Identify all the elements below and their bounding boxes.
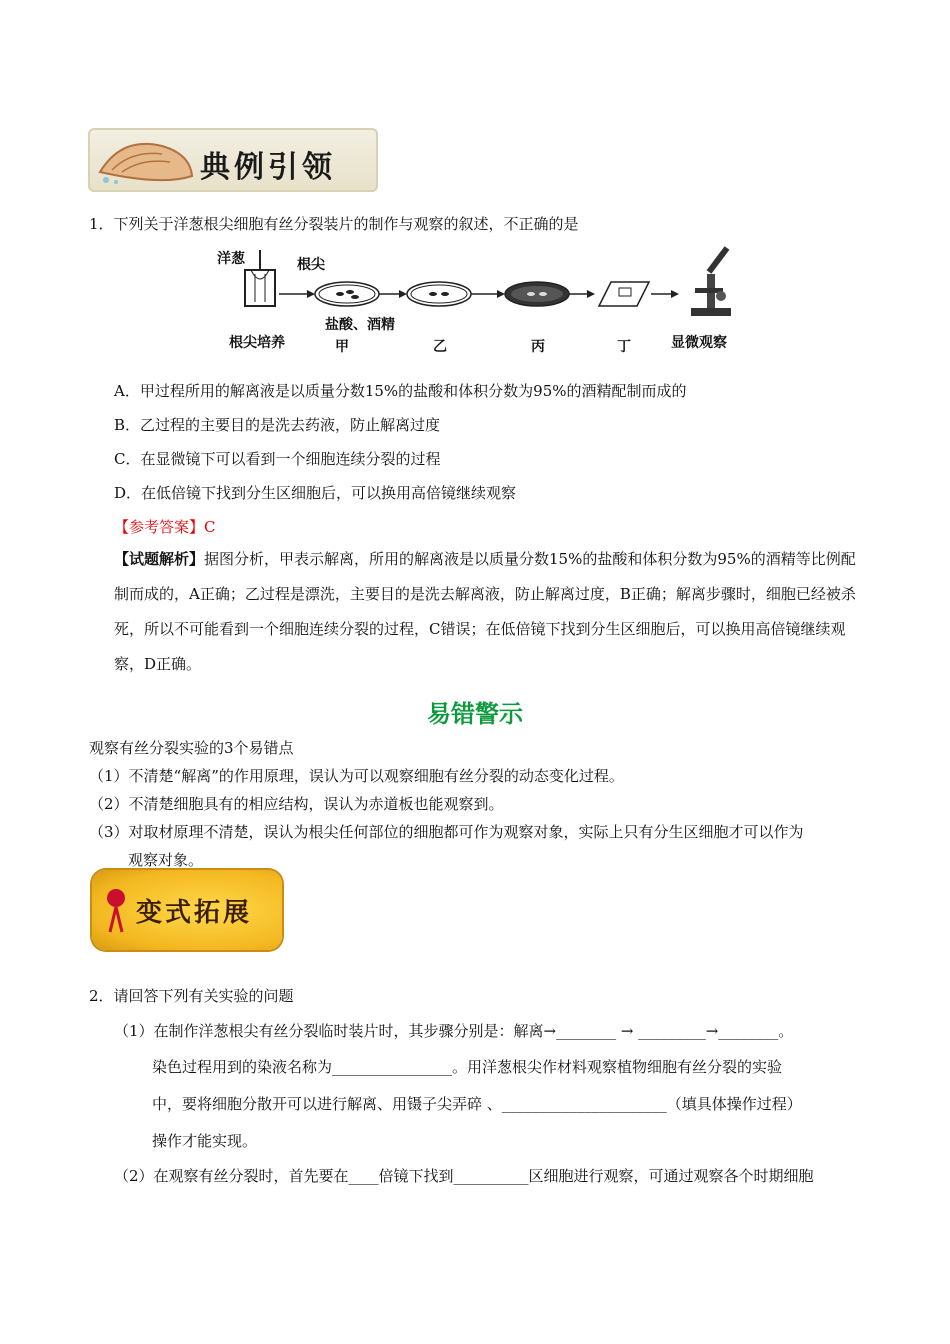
q1-answer bbox=[114, 517, 216, 537]
example-banner bbox=[88, 128, 378, 192]
q2-part1-line4: 操作才能实现。 bbox=[152, 1132, 258, 1150]
q1-analysis bbox=[114, 542, 866, 682]
variant-banner-title: 变式拓展 bbox=[136, 898, 253, 928]
example-banner-title: 典例引领 bbox=[200, 150, 336, 185]
label-root-tip: 根尖 bbox=[297, 257, 325, 273]
label-jia: 甲 bbox=[335, 339, 349, 355]
warning-intro: 观察有丝分裂实验的3个易错点 bbox=[89, 739, 294, 757]
analysis-text: 据图分析，甲表示解离，所用的解离液是以质量分数15%的盐酸和体积分数为95%的酒精等比例配制而成的，A正确；乙过程是漂洗，主要目的是洗去解离液，防止解离过度，B正确；解离步骤时，细胞已经被杀死，所以不可能看到一个细胞连续分裂的过程，C错误；在低倍镜下找到分生区细胞后，可以换用高倍镜继续观察，D正确。 bbox=[114, 550, 856, 673]
experiment-diagram bbox=[215, 244, 745, 356]
label-bing: 丙 bbox=[531, 339, 545, 355]
q2-part1-line2: 染色过程用到的染液名称为________________。用洋葱根尖作材料观察植物细胞有丝分裂的实验 bbox=[152, 1058, 783, 1076]
warning-item-3-cont: 观察对象。 bbox=[128, 851, 204, 869]
label-culture: 根尖培养 bbox=[229, 335, 285, 351]
q1-option-b: B．乙过程的主要目的是洗去药液，防止解离过度 bbox=[114, 416, 441, 434]
shell-icon bbox=[92, 132, 196, 188]
label-yi: 乙 bbox=[433, 339, 447, 355]
q2-part2-line1: （2）在观察有丝分裂时，首先要在____倍镜下找到__________区细胞进行观察，可通过观察各个时期细胞 bbox=[114, 1167, 814, 1185]
experiment-figure bbox=[215, 244, 745, 356]
answer-label: 【参考答案】 bbox=[114, 518, 205, 536]
q1-option-d: D．在低倍镜下找到分生区细胞后，可以换用高倍镜继续观察 bbox=[114, 484, 517, 502]
knot-ornament-icon bbox=[96, 880, 136, 940]
label-microscope: 显微观察 bbox=[671, 335, 727, 351]
q1-stem: 1．下列关于洋葱根尖细胞有丝分裂装片的制作与观察的叙述，不正确的是 bbox=[89, 215, 579, 233]
analysis-label: 【试题解析】 bbox=[114, 550, 205, 568]
q1-option-c: C．在显微镜下可以看到一个细胞连续分裂的过程 bbox=[114, 450, 441, 468]
q1-option-a: A．甲过程所用的解离液是以质量分数15%的盐酸和体积分数为95%的酒精配制而成的 bbox=[114, 382, 687, 400]
q2-part1-line1: （1）在制作洋葱根尖有丝分裂临时装片时，其步骤分别是：解离→________ → _________→________。 bbox=[114, 1022, 794, 1040]
q2-stem: 2．请回答下列有关实验的问题 bbox=[89, 987, 294, 1005]
label-reagent: 盐酸、酒精 bbox=[325, 317, 395, 333]
answer-value: C bbox=[204, 518, 216, 536]
q2-part1-line3: 中，要将细胞分散开可以进行解离、用镊子尖弄碎 、______________________（填具体操作过程） bbox=[152, 1095, 802, 1113]
label-ding: 丁 bbox=[617, 339, 631, 355]
warning-title: 易错警示 bbox=[427, 699, 523, 728]
warning-item-1: （1）不清楚“解离”的作用原理，误认为可以观察细胞有丝分裂的动态变化过程。 bbox=[89, 767, 624, 785]
variant-banner bbox=[92, 870, 282, 950]
warning-item-2: （2）不清楚细胞具有的相应结构，误认为赤道板也能观察到。 bbox=[89, 795, 504, 813]
warning-item-3: （3）对取材原理不清楚，误认为根尖任何部位的细胞都可作为观察对象，实际上只有分生区细胞才可以作为 bbox=[89, 823, 804, 841]
label-onion: 洋葱 bbox=[217, 251, 245, 267]
